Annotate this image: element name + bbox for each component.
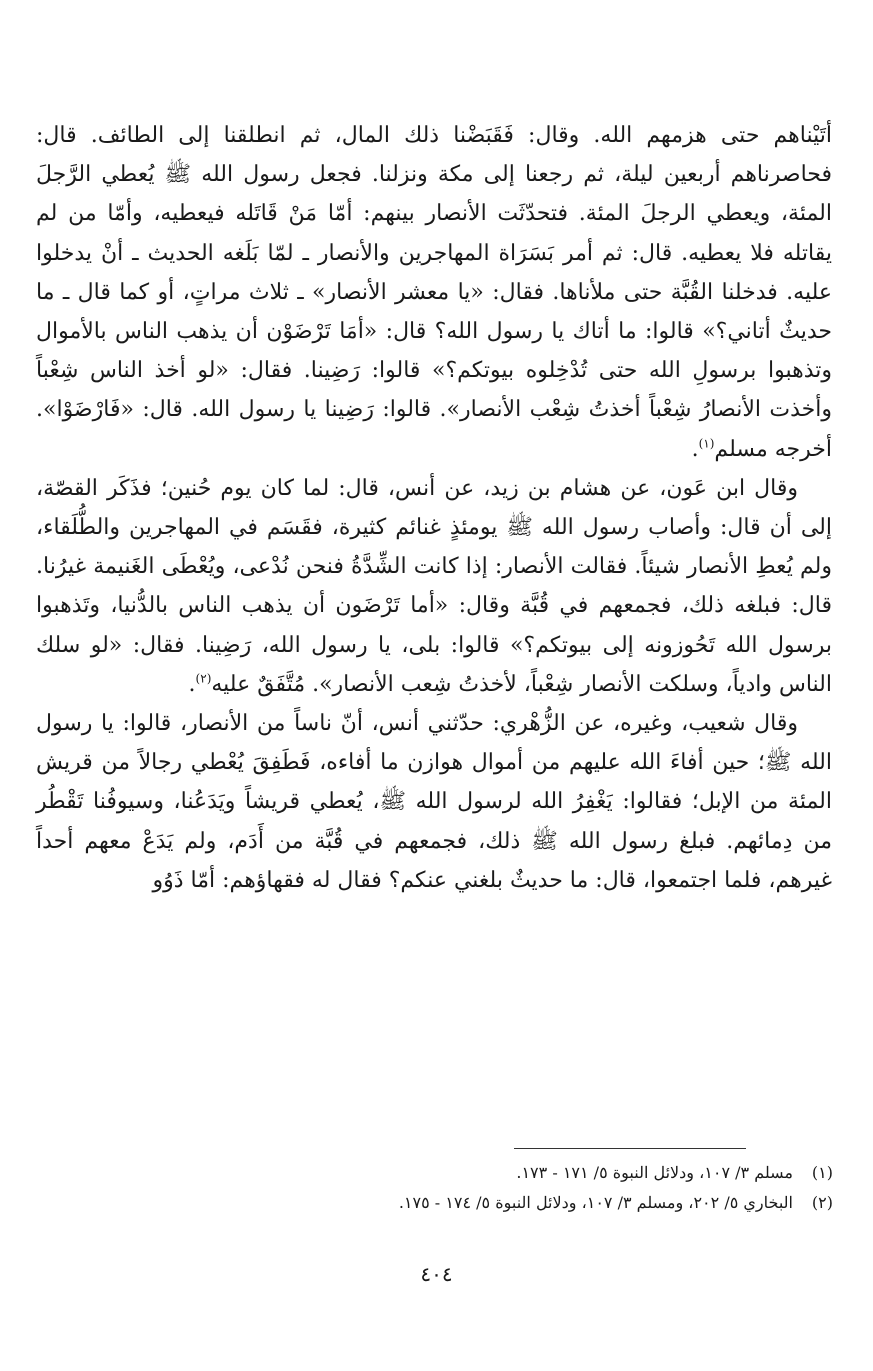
footnote-1 [37, 1158, 833, 1188]
paragraph-1-end: . [691, 436, 699, 462]
paragraph-3 [36, 704, 832, 900]
footnote-separator [514, 1148, 746, 1149]
footnote-2-number: (٢) [811, 1193, 833, 1212]
footnote-ref-1: (١) [698, 436, 715, 451]
footnote-2 [37, 1188, 833, 1218]
paragraph-1 [36, 116, 832, 469]
footnote-1-text: مسلم ٣/ ١٠٧، ودلائل النبوة ٥/ ١٧١ - ١٧٣. [516, 1163, 793, 1182]
footnote-ref-2: (٢) [195, 671, 212, 686]
footnote-2-text: البخاري ٥/ ٢٠٢، ومسلم ٣/ ١٠٧، ودلائل النبوة ٥/ ١٧٤ - ١٧٥. [398, 1193, 793, 1212]
page-number: ٤٠٤ [420, 1262, 453, 1286]
footnotes [37, 1158, 833, 1218]
paragraph-2-text: وقال ابن عَون، عن هشام بن زيد، عن أنس، قال: لما كان يوم حُنين؛ فذَكَر القصّة، إلى أن قال: وأصاب رسول الله ﷺ يومئذٍ غنائم كثيرة، فقَسَم في المهاجرين والطُّلَقاء، ولم يُعطِ الأنصار شيئاً. فقالت الأنصار: إذا كانت الشِّدَّةُ فنحن نُدْعى، ويُعْطَى الغَنيمة غيرُنا. قال: فبلغه ذلك، فجمعهم في قُبَّة وقال: «أما تَرْضَون أن يذهب الناس بالدُّنيا، وتَذهبوا برسول الله تَحُوزونه إلى بيوتكم؟» قالوا: بلى، يا رسول الله، رَضِينا. فقال: «لو سلك الناس وادياً، وسلكت الأنصار شِعْباً، لأخذتُ شِعب الأنصار». مُتَّفَقٌ عليه [36, 475, 832, 697]
main-text [36, 116, 832, 900]
paragraph-2 [36, 469, 832, 704]
paragraph-2-end: . [188, 671, 196, 697]
paragraph-3-text: وقال شعيب، وغيره، عن الزُّهْري: حدّثني أنس، أنّ ناساً من الأنصار، قالوا: يا رسول الله ﷺ؛ حين أفاءَ الله عليهم من أموال هوازن ما أفاءه، فَطَفِقَ يُعْطي رجالاً من قريش المئة من الإبل؛ فقالوا: يَغْفِرُ الله لرسول الله ﷺ، يُعطي قريشاً ويَدَعُنا، وسيوفُنا تَقْطُر من دِمائهم. فبلغ رسول الله ﷺ ذلك، فجمعهم في قُبَّة من أَدَم، ولم يَدَعْ معهم أحداً غيرهم، فلما اجتمعوا، قال: ما حديثٌ بلغني عنكم؟ فقال له فقهاؤهم: أمّا ذَوُو [36, 711, 832, 893]
paragraph-1-text: أتَيْناهم حتى هزمهم الله. وقال: فَقَبَضْنا ذلك المال، ثم انطلقنا إلى الطائف. قال: فحاصرناهم أربعين ليلة، ثم رجعنا إلى مكة ونزلنا. فجعل رسول الله ﷺ يُعطي الرَّجلَ المئة، ويعطي الرجلَ المئة. فتحدّثَت الأنصار بينهم: أمّا مَنْ قَاتَله فيعطيه، وأمّا من لم يقاتله فلا يعطيه. قال: ثم أمر بَسَرَاة المهاجرين والأنصار ـ لمّا بَلَغه الحديث ـ أنْ يدخلوا عليه. فدخلنا القُبَّة حتى ملأناها. فقال: «يا معشر الأنصار» ـ ثلاث مراتٍ، أو كما قال ـ ما حديثٌ أتاني؟» قالوا: ما أتاك يا رسول الله؟ قال: «أمَا تَرْضَوْن أن يذهب الناس بالأموال وتذهبوا برسولِ الله حتى تُدْخِلوه بيوتكم؟» قالوا: رَضِينا. فقال: «لو أخذ الناس شِعْباً وأخذت الأنصارُ شِعْباً أخذتُ شِعْب الأنصار». قالوا: رَضِينا يا رسول الله. قال: «فَارْضَوْا». أخرجه مسلم [36, 123, 832, 462]
footnote-1-number: (١) [811, 1163, 833, 1182]
